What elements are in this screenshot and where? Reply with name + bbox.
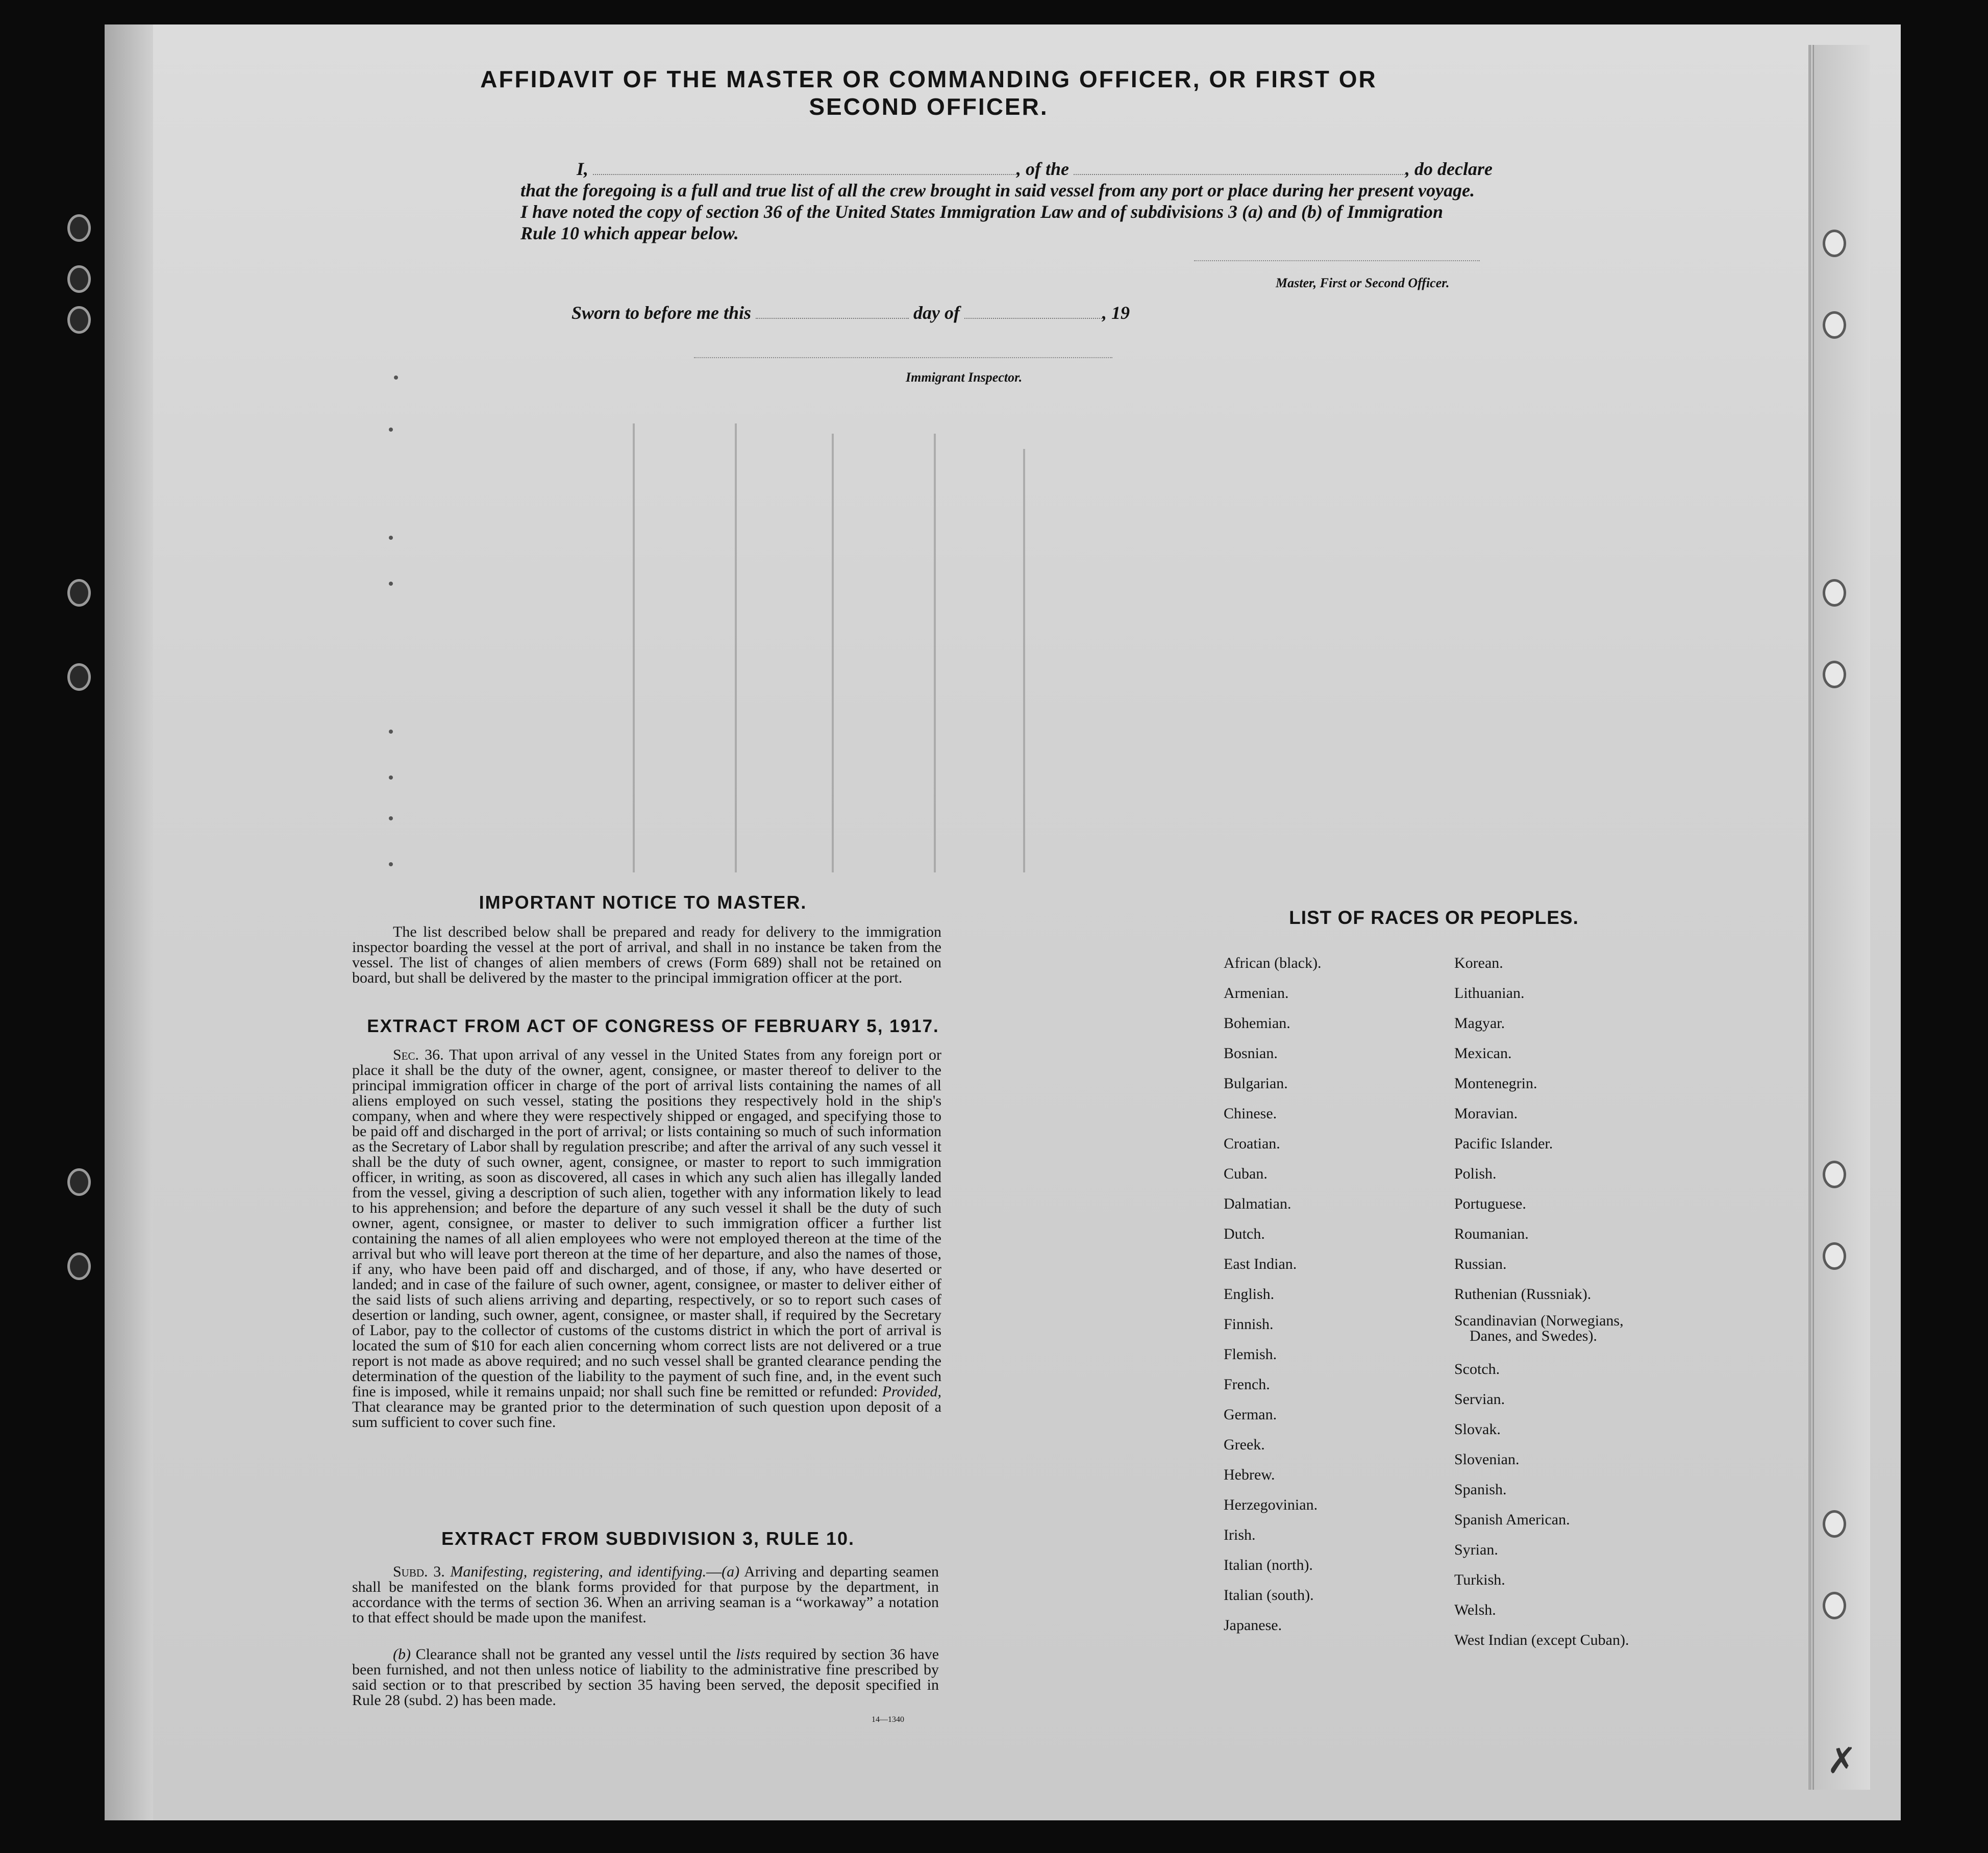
rule-a-label: (a) xyxy=(722,1563,740,1580)
sworn-line xyxy=(571,302,1235,323)
affidavit-i: I, xyxy=(577,159,589,179)
race-item: Slovenian. xyxy=(1454,1451,1520,1468)
binding-hole xyxy=(1823,1161,1846,1188)
race-item: Ruthenian (Russniak). xyxy=(1454,1286,1592,1303)
page-edge-line xyxy=(1808,45,1811,1790)
race-item: Croatian. xyxy=(1224,1135,1280,1152)
binding-hole xyxy=(67,1253,91,1280)
act-text xyxy=(352,1047,941,1430)
master-signature-label: Master, First or Second Officer. xyxy=(1276,276,1450,290)
notice-text: The list described below shall be prepared and ready for delivery to the immigration inspector boarding the vessel at the port of arrival, and shall in no instance be taken from the vessel. The list of changes of alien members of crews (Form 689) shall not be retained on board, but shall be delivered by the master to the principal immigration officer at the port. xyxy=(352,923,941,986)
dot-mark xyxy=(389,428,393,432)
pencil-mark: ✗ xyxy=(1827,1742,1857,1781)
dot-mark xyxy=(389,582,393,586)
binding-edge xyxy=(105,24,153,1820)
race-item: Turkish. xyxy=(1454,1571,1505,1588)
rule-heading: EXTRACT FROM SUBDIVISION 3, RULE 10. xyxy=(441,1528,855,1549)
race-item: Danes, and Swedes). xyxy=(1470,1328,1597,1344)
rule-b-label: (b) xyxy=(393,1646,411,1663)
race-item: Syrian. xyxy=(1454,1541,1498,1558)
race-item: Lithuanian. xyxy=(1454,985,1525,1001)
races-right-column xyxy=(1454,948,1720,1655)
race-item: Chinese. xyxy=(1224,1105,1277,1122)
binding-hole xyxy=(67,579,91,607)
race-item: Spanish American. xyxy=(1454,1511,1570,1528)
race-item: African (black). xyxy=(1224,955,1322,971)
binding-hole xyxy=(1823,661,1846,688)
master-signature-line[interactable] xyxy=(1194,260,1480,261)
race-item: Polish. xyxy=(1454,1165,1497,1182)
binding-hole xyxy=(67,1168,91,1196)
rule-subd-a: Subd. 3. Manifesting, registering, and identifying.—(a) Arriving and departing seamen shall be manifested on the blank forms provided for that purpose by the department, in accordance with the terms of section 36. When an arriving seaman is a “workaway” a notation to that effect should be made upon the manifest. xyxy=(352,1563,939,1626)
race-item: Hebrew. xyxy=(1224,1466,1275,1483)
race-item: Bosnian. xyxy=(1224,1045,1278,1062)
dot-mark xyxy=(389,862,393,866)
race-item: Herzegovinian. xyxy=(1224,1496,1318,1513)
race-item: Bulgarian. xyxy=(1224,1075,1288,1092)
year-label: , 19 xyxy=(1102,303,1130,323)
race-item: West Indian (except Cuban). xyxy=(1454,1632,1629,1648)
dot-mark xyxy=(389,816,393,820)
race-item: French. xyxy=(1224,1376,1270,1393)
race-item: Scandinavian (Norwegians, xyxy=(1454,1312,1624,1329)
race-item: Dalmatian. xyxy=(1224,1195,1291,1212)
sworn-month-field[interactable] xyxy=(964,303,1102,319)
rule-b-text-1: Clearance shall not be granted any vessel until the xyxy=(415,1646,731,1663)
affidavit-title: AFFIDAVIT OF THE MASTER OR COMMANDING OFFICER, OR FIRST OR SECOND OFFICER. xyxy=(480,66,1377,120)
binding-hole xyxy=(67,306,91,334)
form-number: 14—1340 xyxy=(872,1715,904,1724)
binding-hole xyxy=(1823,579,1846,607)
race-item: Dutch. xyxy=(1224,1225,1265,1242)
race-item: German. xyxy=(1224,1406,1277,1423)
race-item: Roumanian. xyxy=(1454,1225,1529,1242)
race-item: Mexican. xyxy=(1454,1045,1512,1062)
affidavit-line-4: Rule 10 which appear below. xyxy=(520,223,739,243)
affidavit-line-3: I have noted the copy of section 36 of the United States Immigration Law and of subdivisions 3 (a) and (b) of Immigration xyxy=(520,202,1444,222)
race-item: Finnish. xyxy=(1224,1316,1274,1333)
race-item: Korean. xyxy=(1454,955,1503,971)
affidavit-do-declare: , do declare xyxy=(1405,159,1493,179)
ruled-line xyxy=(1023,449,1025,872)
race-item: Welsh. xyxy=(1454,1601,1496,1618)
race-item: Montenegrin. xyxy=(1454,1075,1537,1092)
affidavit-line-2: that the foregoing is a full and true list of all the crew brought in said vessel from any port or place during her present voyage. xyxy=(520,180,1475,201)
race-item: Italian (north). xyxy=(1224,1557,1313,1573)
officer-name-field[interactable] xyxy=(593,159,1016,175)
race-item: Scotch. xyxy=(1454,1361,1500,1378)
rule-subd-title: Manifesting, registering, and identifying. xyxy=(450,1563,707,1580)
race-item: Slovak. xyxy=(1454,1421,1501,1438)
ruled-line xyxy=(735,423,737,872)
race-item: Magyar. xyxy=(1454,1015,1505,1032)
vessel-name-field[interactable] xyxy=(1074,159,1405,175)
race-item: Portuguese. xyxy=(1454,1195,1526,1212)
sworn-label: Sworn to before me this xyxy=(571,303,752,323)
race-item: Pacific Islander. xyxy=(1454,1135,1553,1152)
binding-hole xyxy=(1823,1592,1846,1619)
dot-mark xyxy=(389,536,393,540)
race-item: Servian. xyxy=(1454,1391,1505,1408)
binding-hole xyxy=(67,265,91,293)
race-item: Cuban. xyxy=(1224,1165,1268,1182)
ruled-line xyxy=(934,434,936,872)
binding-hole xyxy=(1823,311,1846,339)
race-item: East Indian. xyxy=(1224,1256,1297,1272)
dot-mark xyxy=(389,730,393,734)
dot-mark xyxy=(394,375,398,380)
race-item: Irish. xyxy=(1224,1526,1256,1543)
sworn-day-field[interactable] xyxy=(756,303,909,319)
rule-b-text-2: required by section 36 have been furnished, and not then unless notice of liability to the administrative fine prescribed by said section or to that prescribed by section 35 having been served, the deposit specified in Rule 28 (subd. 2) has been made. xyxy=(352,1646,939,1709)
race-item: Russian. xyxy=(1454,1256,1507,1272)
race-item: Moravian. xyxy=(1454,1105,1518,1122)
rule-subd-b xyxy=(352,1647,939,1708)
binding-hole xyxy=(1823,1510,1846,1538)
race-item: Spanish. xyxy=(1454,1481,1507,1498)
race-item: Japanese. xyxy=(1224,1617,1282,1634)
affidavit-line-1 xyxy=(577,158,1515,180)
ruled-line xyxy=(633,423,635,872)
inspector-signature-line[interactable] xyxy=(694,357,1112,358)
binding-hole xyxy=(67,214,91,242)
act-section-label: Sec. 36. xyxy=(393,1046,444,1063)
rule-a-text: Arriving and departing seamen shall be manifested on the blank forms provided for that purpose by the department, in accordance with the terms of section 36. When an arriving seaman is a “workaway” a notation to that effect should be made upon the manifest. xyxy=(352,1563,939,1626)
rule-subd-label: Subd. 3. xyxy=(393,1563,445,1580)
act-provided: Provided, xyxy=(882,1383,942,1400)
ruled-line xyxy=(832,434,834,872)
race-item: Flemish. xyxy=(1224,1346,1277,1363)
race-item: Italian (south). xyxy=(1224,1587,1314,1604)
races-left-column xyxy=(1224,948,1438,1640)
act-heading: EXTRACT FROM ACT OF CONGRESS OF FEBRUARY 5, 1917. xyxy=(367,1016,939,1036)
affidavit-of-the: , of the xyxy=(1016,159,1070,179)
rule-b-lists: lists xyxy=(736,1646,761,1663)
notice-heading: IMPORTANT NOTICE TO MASTER. xyxy=(479,892,807,913)
binding-hole xyxy=(1823,1242,1846,1270)
races-heading: LIST OF RACES OR PEOPLES. xyxy=(1289,907,1579,928)
race-item: English. xyxy=(1224,1286,1275,1303)
race-item: Armenian. xyxy=(1224,985,1289,1001)
binding-hole xyxy=(1823,230,1846,257)
binding-hole xyxy=(67,663,91,691)
race-item: Bohemian. xyxy=(1224,1015,1290,1032)
race-item: Greek. xyxy=(1224,1436,1265,1453)
day-of-label: day of xyxy=(913,303,960,323)
dot-mark xyxy=(389,775,393,780)
act-body-end: That clearance may be granted prior to the determination of such question upon deposit of a sum sufficient to cover such fine. xyxy=(352,1398,941,1431)
inspector-signature-label: Immigrant Inspector. xyxy=(906,370,1023,385)
act-body: That upon arrival of any vessel in the United States from any foreign port or place it shall be the duty of the owner, agent, consignee, or master thereof to deliver to the principal immigration officer in charge of the port of arrival lists containing the names of all aliens employed on such vessel, stating the positions they respectively hold in the ship's company, when and where they were respectively shipped or engaged, and specifying those to be paid off and discharged in the port of arrival; or lists containing so much of such information as the Secretary of Labor shall by regulation prescribe; and after the arrival of any such vessel it shall be the duty of such owner, agent, consignee, or master to report to such immigration officer, in writing, as soon as discovered, all cases in which any such alien has illegally landed from the vessel, giving a description of such alien, together with any information likely to lead to his apprehension; and before the departure of any such vessel it shall be the duty of such owner, agent, consignee, or master to deliver to such immigration officer a further list containing the names of all alien employees who were not employed thereon at the time of the arrival but who will leave port thereon at the time of her departure, and also the names of those, if any, who have been paid off and discharged, and of those, if any, who have deserted or landed; and in case of the failure of such owner, agent, consignee, or master to deliver either of the said lists of such aliens arriving and departing, respectively, or so to report such cases of desertion or landing, such owner, agent, consignee, or master shall, if required by the Secretary of Labor, pay to the collector of customs of the customs district in which the port of arrival is located the sum of $10 for each alien concerning whom correct lists are not delivered or a true report is not made as above required; and no such vessel shall be granted clearance pending the determination of the question of the liability to the payment of such fine, and, in the event such fine is imposed, while it remains unpaid; nor shall such fine be remitted or refunded: xyxy=(352,1046,941,1400)
